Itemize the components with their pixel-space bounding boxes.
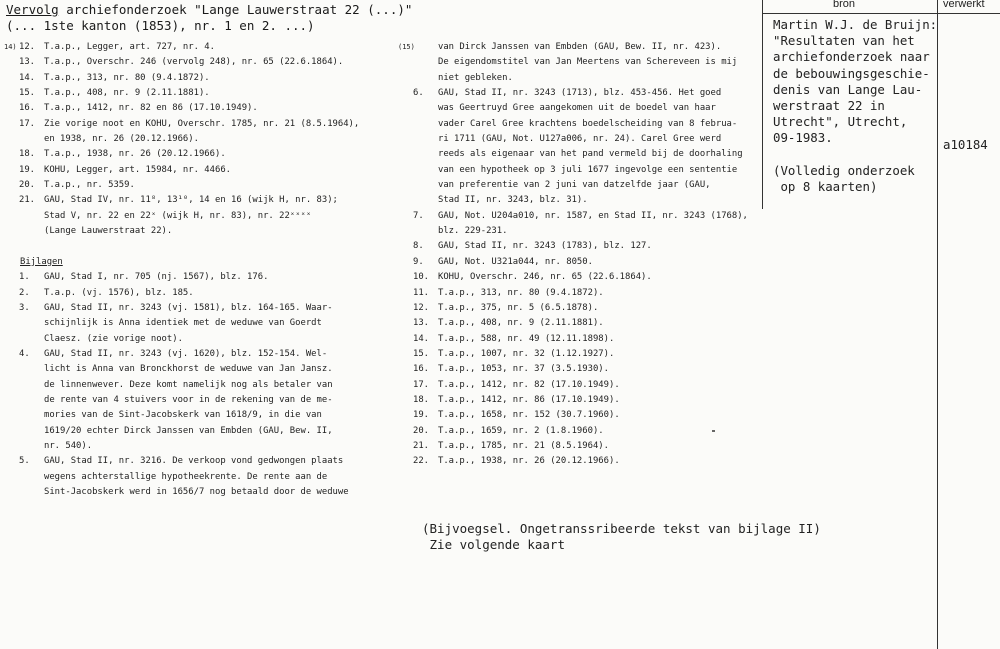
- margin-spacer: [4, 117, 19, 132]
- note-line: [4, 470, 364, 485]
- note-number: 18.: [19, 149, 36, 160]
- note-number: [19, 439, 44, 454]
- margin-spacer: [4, 408, 19, 423]
- note-text: van een hypotheek op 3 juli 1677 ingevolge een sententie: [438, 164, 738, 175]
- note-number: 8.: [413, 241, 424, 252]
- note-text: T.a.p., 1938, nr. 26 (20.12.1966).: [438, 456, 620, 467]
- margin-spacer: [4, 178, 19, 193]
- note-text: van preferentie van 2 juni van datzelfde jaar (GAU,: [438, 180, 711, 191]
- note-line: [4, 316, 364, 331]
- note-line: [398, 224, 763, 239]
- note-text: T.a.p., 1053, nr. 37 (3.5.1930).: [438, 364, 609, 375]
- margin-spacer: [398, 408, 413, 423]
- margin-spacer: [398, 439, 413, 454]
- margin-spacer: [4, 439, 19, 454]
- note-text: KOHU, Overschr. 246, nr. 65 (22.6.1864).: [438, 272, 652, 283]
- margin-spacer: [4, 193, 19, 208]
- note-line: [4, 101, 364, 116]
- note-line: [4, 332, 364, 347]
- note-number: 17.: [413, 379, 430, 390]
- note-text: vader Carel Gree krachtens boedelscheiding van 8 februa-: [438, 118, 738, 129]
- note-text: mories van de Sint-Jacobskerk van 1618/9, in die van: [44, 410, 322, 421]
- note-number: 16.: [413, 364, 430, 375]
- note-number: 7.: [413, 210, 424, 221]
- note-number: [19, 485, 44, 500]
- note-number: [19, 209, 44, 224]
- note-line: [398, 86, 763, 101]
- note-number: 10.: [413, 272, 430, 283]
- note-line: [398, 454, 763, 469]
- note-line: [398, 362, 763, 377]
- note-text: T.a.p., 313, nr. 80 (9.4.1872).: [44, 72, 210, 83]
- header-title: archiefonderzoek "Lange Lauwerstraat 22 (...)": [58, 2, 413, 17]
- note-number: 12.: [19, 42, 36, 52]
- note-number: 5.: [19, 456, 30, 467]
- note-number: 1.: [19, 272, 30, 283]
- note-line: [4, 178, 364, 193]
- note-text: T.a.p., 1412, nr. 82 en 86 (17.10.1949).: [44, 103, 258, 114]
- note-text: De eigendomstitel van Jan Meertens van Schereveen is mij: [438, 57, 738, 68]
- note-line: [398, 209, 763, 224]
- note-line: [4, 163, 364, 178]
- note-number: 12.: [413, 302, 430, 313]
- note-line: [4, 40, 364, 55]
- divider-header-bottom: [762, 13, 1000, 14]
- note-number: [19, 424, 44, 439]
- left-text-column: [4, 40, 364, 500]
- bijlagen-heading: Bijlagen: [20, 256, 63, 267]
- note-line: [398, 439, 763, 454]
- margin-spacer: [4, 393, 19, 408]
- verwerkt-code: a10184: [943, 137, 988, 152]
- note-line: [4, 224, 364, 239]
- note-number: 19.: [413, 410, 430, 421]
- margin-spacer: [398, 301, 413, 316]
- note-number: 14.: [19, 72, 36, 83]
- margin-spacer: [4, 224, 19, 239]
- note-number: 22.: [413, 456, 430, 467]
- note-number: 16.: [19, 103, 36, 114]
- note-number: [413, 55, 438, 70]
- note-line: [4, 393, 364, 408]
- note-line: [398, 55, 763, 70]
- note-text: was Geertruyd Gree aangekomen uit de boedel van haar: [438, 103, 716, 114]
- right-text-column: [398, 40, 763, 470]
- note-text: T.a.p., 1412, nr. 86 (17.10.1949).: [438, 394, 620, 405]
- note-text: T.a.p., Legger, art. 727, nr. 4.: [44, 42, 215, 52]
- note-number: [413, 101, 438, 116]
- margin-spacer: [398, 86, 413, 101]
- note-text: GAU, Not. U204a010, nr. 1587, en Stad II, nr. 3243 (1768),: [438, 210, 748, 221]
- margin-spacer: [4, 347, 19, 362]
- note-text: KOHU, Legger, art. 15984, nr. 4466.: [44, 164, 232, 175]
- note-line: [4, 454, 364, 469]
- note-text: schijnlijk is Anna identiek met de weduwe van Goerdt: [44, 318, 322, 329]
- note-line: [4, 193, 364, 208]
- note-number: 13.: [413, 318, 430, 329]
- note-number: 2.: [19, 287, 30, 298]
- margin-spacer: [398, 101, 413, 116]
- note-line: [4, 362, 364, 377]
- supplement-note: [422, 521, 821, 553]
- note-text: GAU, Not. U321a044, nr. 8050.: [438, 256, 593, 267]
- note-line: [398, 163, 763, 178]
- note-number: 14.: [413, 333, 430, 344]
- note-text: ri 1711 (GAU, Not. U127a006, nr. 24). Carel Gree werd: [438, 134, 722, 145]
- spacer: [4, 239, 364, 254]
- note-number: [413, 132, 438, 147]
- note-number: [413, 40, 438, 55]
- note-number: [413, 178, 438, 193]
- note-number: 20.: [19, 180, 36, 191]
- note-number: 11.: [413, 287, 430, 298]
- note-line: [4, 378, 364, 393]
- note-line: [398, 332, 763, 347]
- note-text: GAU, Stad II, nr. 3243 (vj. 1620), blz. 152-154. Wel-: [44, 348, 328, 359]
- note-number: 17.: [19, 118, 36, 129]
- note-text: niet gebleken.: [438, 72, 513, 83]
- margin-spacer: [398, 163, 413, 178]
- note-number: [19, 378, 44, 393]
- margin-spacer: [398, 71, 413, 86]
- note-number: 20.: [413, 425, 430, 436]
- margin-spacer: [398, 454, 413, 469]
- note-line: [4, 424, 364, 439]
- note-text: GAU, Stad II, nr. 3243 (1713), blz. 453-456. Het goed: [438, 88, 722, 99]
- margin-spacer: [4, 101, 19, 116]
- note-number: 4.: [19, 348, 30, 359]
- note-line: [398, 378, 763, 393]
- note-number: 18.: [413, 394, 430, 405]
- margin-mark: 14): [4, 43, 17, 51]
- note-line: [398, 424, 763, 439]
- margin-spacer: [4, 362, 19, 377]
- note-text: en 1938, nr. 26 (20.12.1966).: [44, 134, 199, 145]
- note-line: [4, 209, 364, 224]
- note-number: 13.: [19, 57, 36, 68]
- note-text: T.a.p. (vj. 1576), blz. 185.: [44, 287, 194, 298]
- margin-spacer: [398, 286, 413, 301]
- margin-spacer: [398, 332, 413, 347]
- margin-spacer: [398, 209, 413, 224]
- margin-spacer: [398, 378, 413, 393]
- note-number: [413, 224, 438, 239]
- page-header: [6, 2, 412, 34]
- margin-mark: (15): [398, 43, 415, 51]
- note-text: T.a.p., 1659, nr. 2 (1.8.1960).: [438, 425, 604, 436]
- note-line: [398, 40, 763, 55]
- margin-spacer: [4, 132, 19, 147]
- note-text: blz. 229-231.: [438, 226, 508, 237]
- margin-spacer: [4, 332, 19, 347]
- note-line: [4, 301, 364, 316]
- note-number: [19, 224, 44, 239]
- note-number: 19.: [19, 164, 36, 175]
- note-number: [19, 362, 44, 377]
- note-number: [413, 147, 438, 162]
- margin-spacer: [398, 193, 413, 208]
- note-text: T.a.p., 1658, nr. 152 (30.7.1960).: [438, 410, 620, 421]
- note-text: Stad II, nr. 3243, blz. 31).: [438, 195, 588, 206]
- note-line: [398, 101, 763, 116]
- note-number: 21.: [413, 440, 430, 451]
- note-line: [398, 408, 763, 423]
- margin-spacer: [398, 255, 413, 270]
- margin-spacer: [398, 147, 413, 162]
- note-number: [19, 132, 44, 147]
- note-text: T.a.p., Overschr. 246 (vervolg 248), nr. 65 (22.6.1864).: [44, 57, 344, 68]
- margin-spacer: [4, 86, 19, 101]
- note-text: T.a.p., 1412, nr. 82 (17.10.1949).: [438, 379, 620, 390]
- note-text: Stad V, nr. 22 en 22ˣ (wijk H, nr. 83), nr. 22ˣˣˣˣ: [44, 210, 312, 221]
- margin-spacer: [398, 270, 413, 285]
- note-line: [398, 178, 763, 193]
- margin-spacer: [4, 71, 19, 86]
- margin-spacer: [398, 316, 413, 331]
- note-line: [4, 147, 364, 162]
- margin-spacer: [4, 286, 19, 301]
- margin-spacer: [398, 178, 413, 193]
- note-line: [398, 316, 763, 331]
- note-text: T.a.p., 375, nr. 5 (6.5.1878).: [438, 302, 599, 313]
- supplement-note-line2: Zie volgende kaart: [422, 537, 565, 552]
- note-line: [4, 347, 364, 362]
- margin-spacer: [4, 485, 19, 500]
- margin-spacer: [398, 424, 413, 439]
- note-text: Zie vorige noot en KOHU, Overschr. 1785, nr. 21 (8.5.1964),: [44, 118, 360, 129]
- note-line: [4, 55, 364, 70]
- note-number: [413, 163, 438, 178]
- note-text: (Lange Lauwerstraat 22).: [44, 226, 173, 237]
- note-text: wegens achterstallige hypotheekrente. De rente aan de: [44, 471, 328, 482]
- note-text: T.a.p., 1007, nr. 32 (1.12.1927).: [438, 348, 615, 359]
- note-text: GAU, Stad II, nr. 3243 (vj. 1581), blz. 164-165. Waar-: [44, 302, 333, 313]
- note-text: T.a.p., 408, nr. 9 (2.11.1881).: [44, 88, 210, 99]
- note-text: GAU, Stad II, nr. 3243 (1783), blz. 127.: [438, 241, 652, 252]
- note-line: [398, 286, 763, 301]
- note-number: 21.: [19, 195, 36, 206]
- note-number: 15.: [19, 88, 36, 99]
- margin-spacer: [4, 470, 19, 485]
- column-header-bron: bron: [833, 0, 856, 10]
- margin-spacer: [4, 163, 19, 178]
- note-number: [413, 117, 438, 132]
- note-text: Sint-Jacobskerk werd in 1656/7 nog betaald door de weduwe: [44, 486, 349, 497]
- note-text: de rente van 4 stuivers voor in de rekening van de me-: [44, 394, 333, 405]
- note-line: [4, 439, 364, 454]
- note-line: [398, 347, 763, 362]
- column-header-verwerkt: verwerkt: [943, 0, 985, 10]
- margin-spacer: [398, 393, 413, 408]
- note-text: T.a.p., 1938, nr. 26 (20.12.1966).: [44, 149, 226, 160]
- margin-spacer: [4, 316, 19, 331]
- note-line: [398, 71, 763, 86]
- note-text: van Dirck Janssen van Embden (GAU, Bew. II, nr. 423).: [438, 42, 722, 52]
- note-text: GAU, Stad II, nr. 3216. De verkoop vond gedwongen plaats: [44, 456, 344, 467]
- margin-spacer: [398, 347, 413, 362]
- note-number: [19, 470, 44, 485]
- note-line: [4, 86, 364, 101]
- note-line: [398, 147, 763, 162]
- margin-spacer: [398, 224, 413, 239]
- margin-spacer: [4, 209, 19, 224]
- note-number: [19, 332, 44, 347]
- supplement-note-line1: (Bijvoegsel. Ongetranssribeerde tekst van bijlage II): [422, 521, 821, 536]
- note-number: 6.: [413, 88, 424, 99]
- header-vervolg: Vervolg: [6, 2, 59, 17]
- margin-spacer: [4, 301, 19, 316]
- note-text: 1619/20 echter Dirck Janssen van Embden (GAU, Bew. II,: [44, 425, 333, 436]
- note-text: nr. 540).: [44, 440, 93, 451]
- note-line: [4, 117, 364, 132]
- note-line: [398, 255, 763, 270]
- note-text: T.a.p., 588, nr. 49 (12.11.1898).: [438, 333, 615, 344]
- note-number: [413, 71, 438, 86]
- note-line: [4, 286, 364, 301]
- scan-speck: [712, 430, 715, 432]
- note-text: reeds als eigenaar van het pand vermeld bij de doorhaling: [438, 149, 743, 160]
- margin-spacer: [398, 239, 413, 254]
- note-text: T.a.p., nr. 5359.: [44, 180, 135, 191]
- margin-spacer: [4, 55, 19, 70]
- note-number: 15.: [413, 348, 430, 359]
- note-line: [4, 270, 364, 285]
- note-line: [398, 239, 763, 254]
- bron-citation: Martin W.J. de Bruijn: "Resultaten van het archiefonderzoek naar de bebouwingsgeschie- denis van Lange Lau- werstraat 22 in Utrecht", Utrecht, 09-1983. (Volledig onderzoek op 8 kaarten): [773, 17, 938, 195]
- note-text: licht is Anna van Bronckhorst de weduwe van Jan Jansz.: [44, 364, 333, 375]
- margin-spacer: [4, 424, 19, 439]
- margin-spacer: [398, 362, 413, 377]
- note-text: T.a.p., 313, nr. 80 (9.4.1872).: [438, 287, 604, 298]
- note-text: de linnenwever. Deze komt namelijk nog als betaler van: [44, 379, 333, 390]
- note-line: [4, 132, 364, 147]
- margin-spacer: [398, 55, 413, 70]
- margin-spacer: [4, 378, 19, 393]
- note-line: [4, 71, 364, 86]
- note-line: [398, 117, 763, 132]
- note-line: [4, 485, 364, 500]
- margin-spacer: [398, 132, 413, 147]
- note-line: [398, 301, 763, 316]
- margin-spacer: [4, 147, 19, 162]
- note-number: [19, 408, 44, 423]
- note-number: 9.: [413, 256, 424, 267]
- note-line: [4, 408, 364, 423]
- note-number: [413, 193, 438, 208]
- note-text: GAU, Stad IV, nr. 11⁸, 13¹⁰, 14 en 16 (wijk H, nr. 83);: [44, 195, 338, 206]
- note-number: 3.: [19, 302, 30, 313]
- note-text: Claesz. (zie vorige noot).: [44, 333, 183, 344]
- note-line: [398, 270, 763, 285]
- note-number: [19, 393, 44, 408]
- note-text: GAU, Stad I, nr. 705 (nj. 1567), blz. 176.: [44, 272, 269, 283]
- note-number: [19, 316, 44, 331]
- margin-spacer: [4, 454, 19, 469]
- note-line: [398, 193, 763, 208]
- note-text: T.a.p., 1785, nr. 21 (8.5.1964).: [438, 440, 609, 451]
- note-line: [398, 393, 763, 408]
- header-subtitle: (... 1ste kanton (1853), nr. 1 en 2. ...): [6, 18, 315, 33]
- note-text: T.a.p., 408, nr. 9 (2.11.1881).: [438, 318, 604, 329]
- margin-spacer: [398, 117, 413, 132]
- margin-spacer: [4, 270, 19, 285]
- note-line: [398, 132, 763, 147]
